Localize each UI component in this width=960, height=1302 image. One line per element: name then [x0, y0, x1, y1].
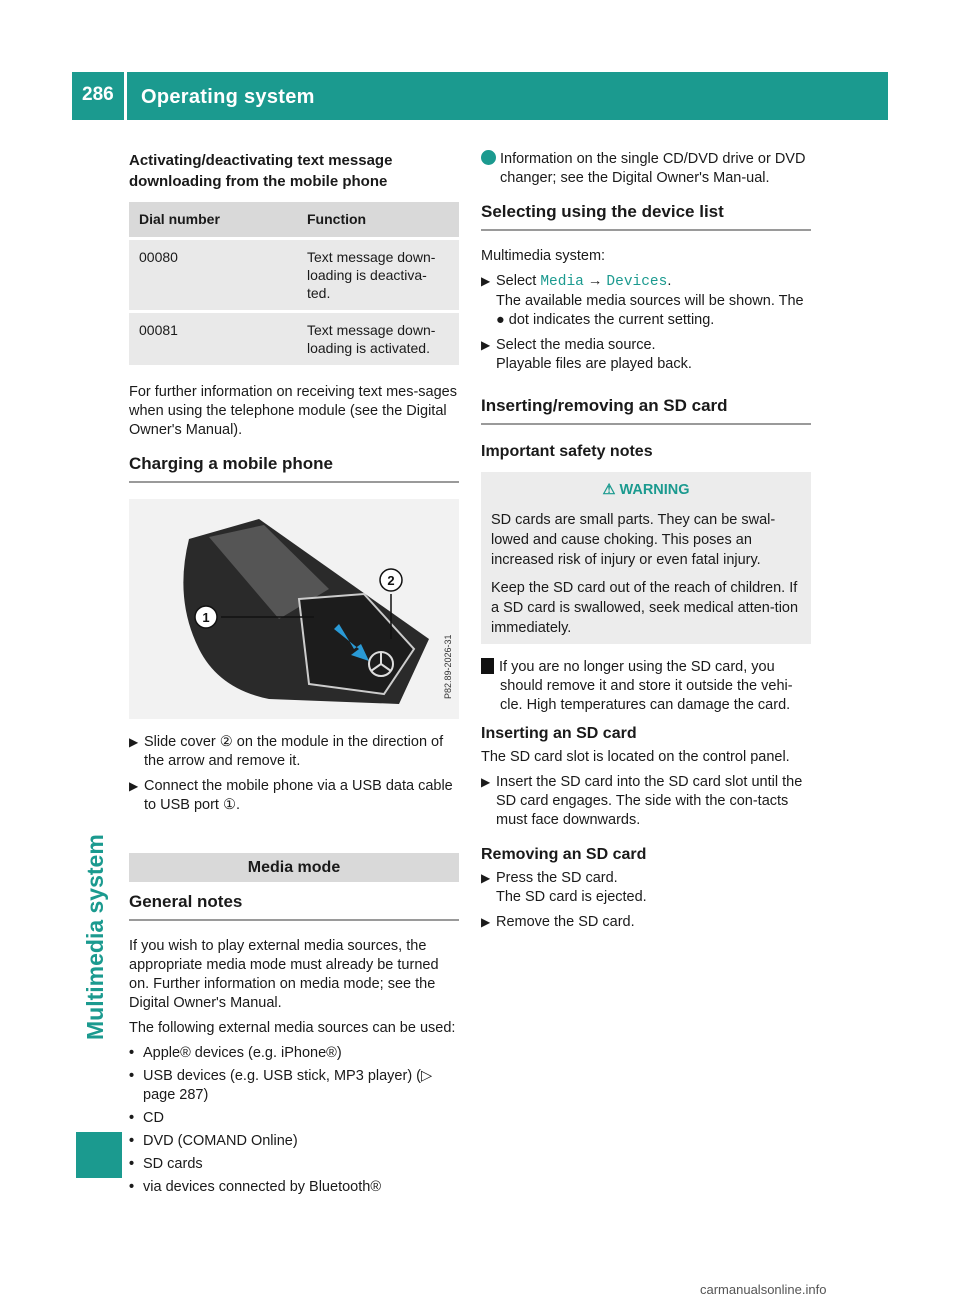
step-text: Insert the SD card into the SD card slot until the SD card engages. The side with the con-tacts must face downwards.: [496, 774, 803, 828]
list-item-text: CD: [143, 1110, 164, 1126]
step-text: Select the media source.: [496, 337, 656, 353]
step-arrow-icon: ▶: [129, 735, 139, 749]
step-arrow-icon: ▶: [129, 779, 139, 793]
step-text: Select: [496, 273, 541, 289]
warning-paragraph-2: Keep the SD card out of the reach of children. If a SD card is swallowed, seek medical atten-tion immediately.: [491, 580, 799, 636]
warning-title: WARNING: [619, 482, 690, 498]
step-item: [481, 773, 811, 830]
info-note-text: Information on the single CD/DVD drive or DVD changer; see the Digital Owner's Man-ual.: [500, 151, 806, 186]
caution-note: [476, 658, 811, 715]
side-section-label: Multimedia system: [82, 834, 108, 1040]
bullet-icon: •: [129, 1045, 135, 1061]
table-header-function: Function: [297, 202, 459, 239]
device-list-heading: Selecting using the device list: [481, 202, 811, 231]
list-item-text: via devices connected by Bluetooth®: [143, 1179, 381, 1195]
table-cell-function: Text message down-loading is activated.: [297, 312, 459, 366]
sd-card-heading: Inserting/removing an SD card: [481, 396, 811, 425]
removing-heading: Removing an SD card: [481, 846, 647, 863]
table-header-dial: Dial number: [129, 202, 297, 239]
charging-heading: Charging a mobile phone: [129, 454, 459, 483]
table-cell-function: Text message down-loading is deactiva-ted.: [297, 239, 459, 312]
table-row: [129, 239, 459, 312]
general-notes-paragraph-2: The following external media sources can be used:: [129, 1020, 456, 1036]
bullet-icon: •: [129, 1110, 135, 1126]
bullet-icon: •: [129, 1068, 135, 1084]
general-notes-paragraph-1: If you wish to play external media sources, the appropriate media mode must already be turned on. Further information on media mode; see the Digital Owner's Manual.: [129, 938, 439, 1011]
figure-code: P82.89-2026-31: [443, 634, 453, 699]
footer-watermark: carmanualsonline.info: [700, 1282, 827, 1297]
step-text: Connect the mobile phone via a USB data cable to USB port ①.: [144, 778, 453, 813]
inserting-heading: Inserting an SD card: [481, 725, 637, 742]
list-item: [129, 1109, 459, 1128]
header-divider: [124, 72, 127, 128]
step-arrow-icon: ▶: [481, 871, 491, 885]
step-arrow-icon: ▶: [481, 915, 491, 929]
page-title: Operating system: [141, 86, 315, 108]
list-item: [129, 1067, 459, 1105]
info-note: [477, 150, 811, 188]
step-item: [129, 733, 459, 771]
step-result: Playable files are played back.: [496, 356, 692, 372]
media-mode-banner: Media mode: [129, 853, 459, 882]
list-item-text: SD cards: [143, 1156, 203, 1172]
safety-notes-heading: Important safety notes: [481, 443, 653, 460]
step-item: [481, 336, 811, 374]
bullet-icon: •: [129, 1179, 135, 1195]
list-item: [129, 1132, 459, 1151]
telephone-module-figure: [129, 499, 459, 719]
sms-paragraph: For further information on receiving text mes-sages when using the telephone module (see the Digital Owner's Manual).: [129, 384, 457, 438]
menu-arrow: →: [583, 273, 607, 289]
step-text: Remove the SD card.: [496, 914, 635, 930]
step-item: [481, 913, 811, 932]
warning-triangle-icon: ⚠: [602, 482, 620, 498]
multimedia-system-label: Multimedia system:: [481, 248, 606, 264]
step-arrow-icon: ▶: [481, 338, 491, 352]
bullet-icon: •: [129, 1156, 135, 1172]
table-row: [129, 312, 459, 366]
step-item: [481, 272, 811, 330]
general-notes-heading: General notes: [129, 892, 459, 921]
step-text: Press the SD card.: [496, 870, 618, 886]
step-arrow-icon: ▶: [481, 775, 491, 789]
warning-box: [481, 472, 811, 644]
list-item: [129, 1044, 459, 1063]
info-icon: i: [481, 150, 496, 165]
step-item: [129, 777, 459, 815]
media-menu-item[interactable]: Media: [540, 274, 584, 290]
caution-text: If you are no longer using the SD card, you should remove it and store it outside the vehi-cle. High temperatures can damage the card.: [499, 659, 793, 713]
list-item-text: DVD (COMAND Online): [143, 1133, 298, 1149]
step-result: The available media sources will be shown. The ● dot indicates the current setting.: [496, 293, 804, 328]
dial-table: [129, 202, 459, 365]
inserting-paragraph: The SD card slot is located on the control panel.: [481, 749, 790, 765]
left-column: [129, 150, 459, 1201]
warning-paragraph-1: SD cards are small parts. They can be swal-lowed and cause choking. This poses an increased risk of injury or even fatal injury.: [491, 512, 776, 568]
page-number: 286: [82, 84, 114, 105]
right-column: [476, 150, 811, 938]
callout-2-label: 2: [387, 573, 395, 588]
list-item: [129, 1178, 459, 1197]
bullet-icon: •: [129, 1133, 135, 1149]
list-item: [129, 1155, 459, 1174]
list-item-text[interactable]: USB devices (e.g. USB stick, MP3 player) (▷ page 287): [143, 1068, 433, 1103]
devices-menu-item[interactable]: Devices: [606, 274, 668, 290]
warning-title-row: [491, 480, 801, 500]
step-item: [481, 869, 811, 907]
list-item-text: Apple® devices (e.g. iPhone®): [143, 1045, 342, 1061]
side-tab-marker: [76, 1132, 122, 1178]
sms-heading: Activating/deactivating text message downloading from the mobile phone: [129, 152, 393, 190]
table-cell-dial: 00080: [129, 239, 297, 312]
step-text: Slide cover ② on the module in the direction of the arrow and remove it.: [144, 734, 444, 769]
caution-icon: !: [481, 658, 494, 674]
callout-1-label: 1: [202, 610, 210, 625]
step-result: The SD card is ejected.: [496, 889, 647, 905]
table-cell-dial: 00081: [129, 312, 297, 366]
module-illustration: [129, 499, 459, 719]
step-text-suffix: .: [667, 273, 672, 289]
step-arrow-icon: ▶: [481, 274, 491, 288]
